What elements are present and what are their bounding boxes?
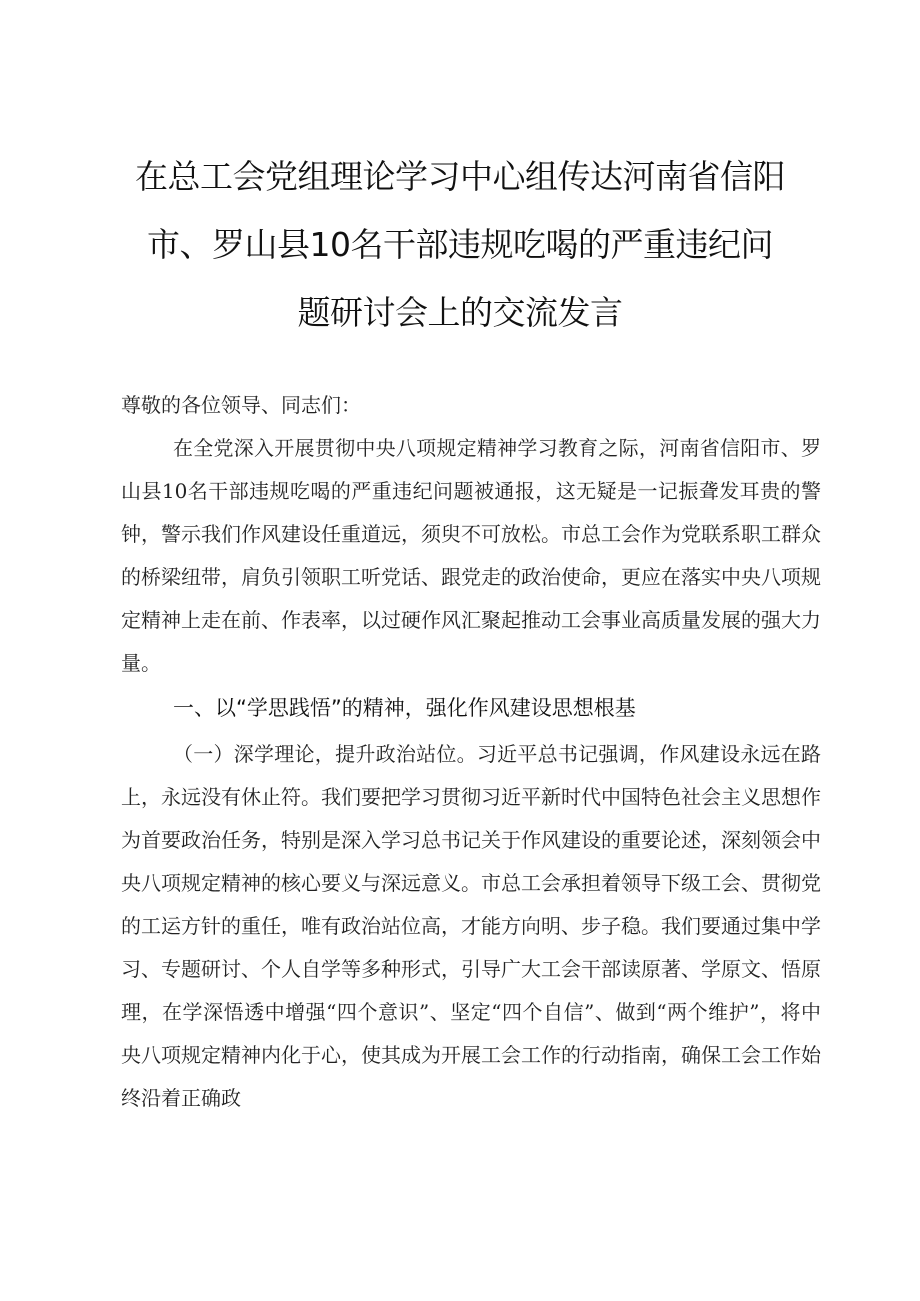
salutation: 尊敬的各位领导、同志们：: [121, 393, 361, 417]
section-1-paragraph: （一）深学理论，提升政治站位。习近平总书记强调，作风建设永远在路上，永远没有休止符。我们要把学习贯彻习近平新时代中国特色社会主义思想作为首要政治任务，特别是深入学习总书记关于作风建设的重要论述，深刻领会中央八项规定精神的核心要义与深远意义。市总工会承担着领导下级工会、贯彻党的工运方针的重任，唯有政治站位高，才能方向明、步子稳。我们要通过集中学习、专题研讨、个人自学等多种形式，引导广大工会干部读原著、学原文、悟原理，在学深悟透中增强“四个意识”、坚定“四个自信”、做到“两个维护”，将中央八项规定精神内化于心，使其成为开展工会工作的行动指南，确保工会工作始终沿着正确政: [121, 742, 821, 1110]
section-heading-1: 一、以“学思践悟”的精神，强化作风建设思想根基: [173, 696, 636, 720]
title-line-3: 题研讨会上的交流发言: [297, 293, 623, 332]
title-line-1: 在总工会党组理论学习中心组传达河南省信阳: [135, 157, 785, 196]
document-title: [100, 143, 820, 347]
intro-paragraph: 在全党深入开展贯彻中央八项规定精神学习教育之际，河南省信阳市、罗山县10名干部违规吃喝的严重违纪问题被通报，这无疑是一记振聋发耳贵的警钟，警示我们作风建设任重道远，须臾不可放松。市总工会作为党联系职工群众的桥梁纽带，肩负引领职工听党话、跟党走的政治使命，更应在落实中央八项规定精神上走在前、作表率，以过硬作风汇聚起推动工会事业高质量发展的强大力量。: [121, 436, 821, 675]
title-line-2: 市、罗山县10名干部违规吃喝的严重违纪问: [147, 225, 773, 264]
